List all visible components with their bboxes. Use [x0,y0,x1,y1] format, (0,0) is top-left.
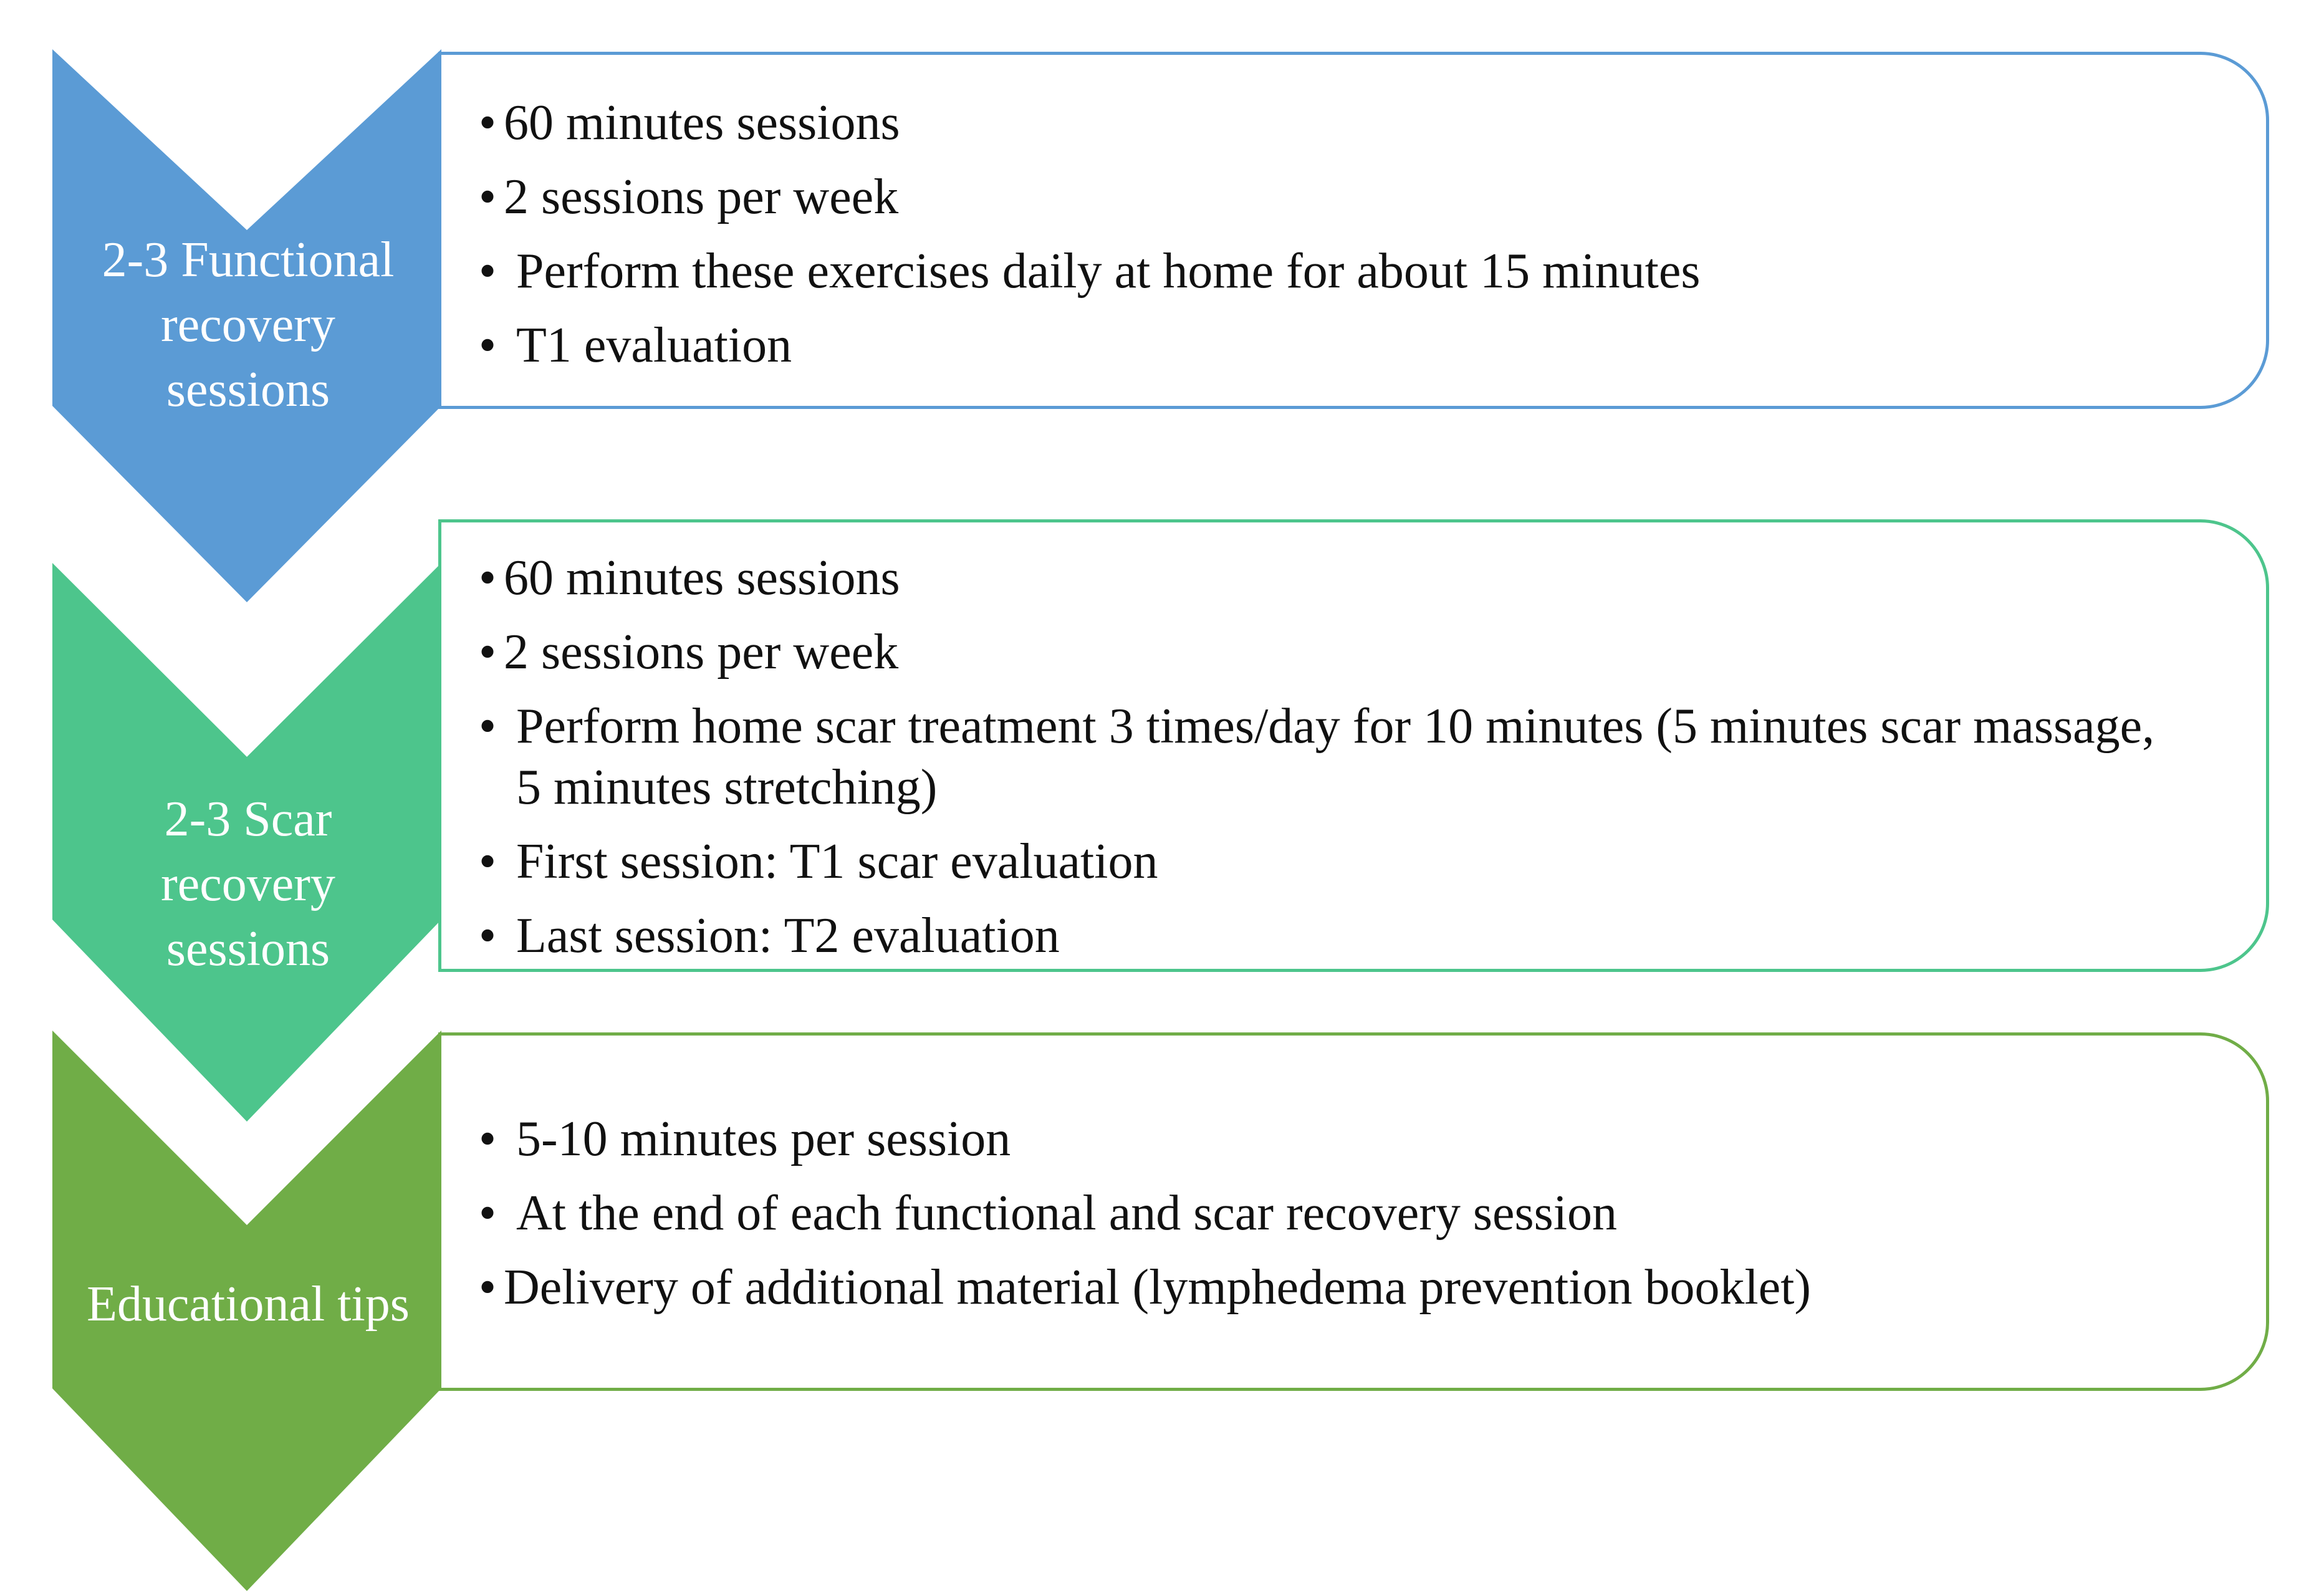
bullet-item [479,241,2229,302]
bullet-icon: • [479,834,497,889]
bullet-text: 2 sessions per week [504,170,899,224]
bullet-icon: • [479,170,497,224]
bullet-item [479,1257,2229,1318]
stage-1-details-box [438,52,2269,409]
stage-2-title [52,787,444,981]
bullet-icon: • [479,1112,497,1166]
bullet-text: Perform home scar treatment 3 times/day for 10 minutes (5 minutes scar massage, 5 minutes stretching) [516,699,2155,815]
bullet-item [479,547,2179,608]
stage-3-title-line-1: Educational tips [87,1277,410,1332]
bullet-text: Delivery of additional material (lymphedema prevention booklet) [504,1260,1812,1315]
stage-2-details-box [438,519,2269,972]
bullet-icon: • [479,244,497,299]
bullet-item [479,1183,2229,1244]
bullet-icon: • [479,318,497,373]
bullet-icon: • [479,550,497,605]
bullet-item [479,905,2179,966]
bullet-item [479,696,2179,818]
stage-1-title-line-1: 2-3 Functional [102,233,395,287]
bullet-text: 60 minutes sessions [504,95,900,150]
bullet-item [479,315,2229,376]
bullet-text: Perform these exercises daily at home for about 15 minutes [516,244,1701,299]
bullet-icon: • [479,95,497,150]
bullet-item [479,92,2229,153]
bullet-text: 60 minutes sessions [504,550,900,605]
stage-3-details-box [438,1032,2269,1391]
stage-1-title [52,228,444,422]
bullet-icon: • [479,908,497,963]
bullet-text: T1 evaluation [516,318,792,373]
bullet-icon: • [479,625,497,680]
bullet-item [479,622,2179,683]
stage-2-title-line-3: sessions [166,921,330,976]
bullet-text: 5-10 minutes per session [516,1112,1011,1166]
bullet-item [479,1108,2229,1170]
stage-1-bullet-list [479,92,2229,376]
bullet-text: First session: T1 scar evaluation [516,834,1158,889]
bullet-icon: • [479,1186,497,1241]
stage-3-title [52,1272,444,1337]
bullet-text: 2 sessions per week [504,625,899,680]
stage-1-title-line-2: recovery [161,297,335,352]
stage-3-bullet-list [479,1108,2229,1318]
bullet-text: Last session: T2 evaluation [516,908,1060,963]
stage-2-bullet-list [479,547,2179,966]
stage-2-title-line-1: 2-3 Scar [164,792,332,847]
bullet-item [479,166,2229,228]
bullet-item [479,831,2179,892]
bullet-icon: • [479,1260,497,1315]
stage-2-title-line-2: recovery [161,857,335,911]
bullet-text: At the end of each functional and scar recovery session [516,1186,1617,1241]
bullet-icon: • [479,699,497,754]
stage-1-title-line-3: sessions [166,362,330,417]
